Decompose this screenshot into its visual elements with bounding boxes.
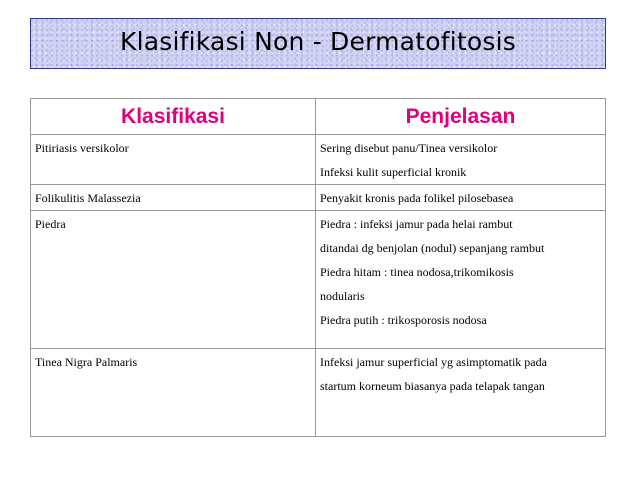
row-classification: Pitiriasis versikolor xyxy=(31,135,316,185)
explanation-line: ditandai dg benjolan (nodul) sepanjang rambut xyxy=(320,241,545,255)
row-explanation xyxy=(316,211,606,349)
row-explanation xyxy=(316,185,606,211)
explanation-line: Infeksi kulit superficial kronik xyxy=(320,165,467,179)
explanation-line: startum korneum biasanya pada telapak tangan xyxy=(320,379,545,393)
row-classification: Piedra xyxy=(31,211,316,349)
table-row xyxy=(31,349,606,437)
table-row xyxy=(31,135,606,185)
table-header-row xyxy=(31,99,606,135)
explanation-line: Penyakit kronis pada folikel pilosebasea xyxy=(320,191,514,205)
explanation-line: nodularis xyxy=(320,289,365,303)
title-banner xyxy=(30,18,606,69)
table-row xyxy=(31,185,606,211)
classification-table xyxy=(30,98,606,437)
row-classification: Tinea Nigra Palmaris xyxy=(31,349,316,437)
table-row xyxy=(31,211,606,349)
header-penjelasan: Penjelasan xyxy=(316,99,606,135)
slide-title: Klasifikasi Non - Dermatofitosis xyxy=(120,27,516,56)
explanation-line: Piedra putih : trikosporosis nodosa xyxy=(320,313,487,327)
header-klasifikasi: Klasifikasi xyxy=(31,99,316,135)
explanation-line: Sering disebut panu/Tinea versikolor xyxy=(320,141,498,155)
row-classification: Folikulitis Malassezia xyxy=(31,185,316,211)
row-explanation xyxy=(316,349,606,437)
explanation-line: Piedra : infeksi jamur pada helai rambut xyxy=(320,217,513,231)
explanation-line: Piedra hitam : tinea nodosa,trikomikosis xyxy=(320,265,514,279)
explanation-line: Infeksi jamur superficial yg asimptomatik pada xyxy=(320,355,547,369)
row-explanation xyxy=(316,135,606,185)
